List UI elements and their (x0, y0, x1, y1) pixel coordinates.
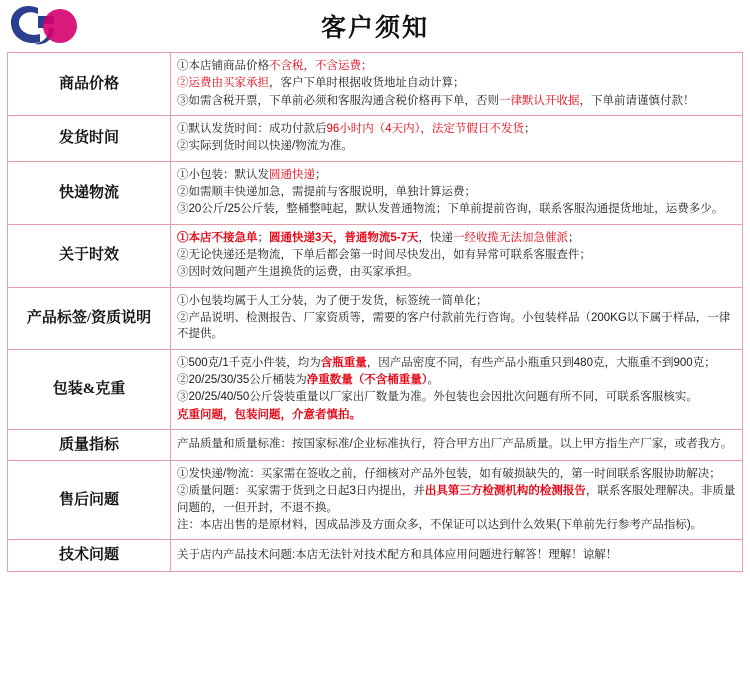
row-label: 快递物流 (8, 161, 171, 224)
table-row (8, 429, 743, 460)
content-segment: ，联系客服处理解决。非质量问题的，一但开封，不退不换。 (177, 485, 736, 514)
content-line (177, 247, 736, 263)
content-segment: 圆通快递3天，普通物流5-7天 (269, 231, 419, 244)
content-line (177, 372, 736, 388)
content-segment: 关于店内产品技术问题:本店无法针对技术配方和具体应用问题进行解答！理解！谅解！ (177, 548, 618, 561)
content-line (177, 407, 736, 423)
content-segment: 一经收揽无法加急催派 (453, 231, 569, 244)
content-segment: ②产品说明、检测报告、厂家资质等，需要的客户付款前先行咨询。小包装样品（200KG以下属于样品，一律不提供。 (177, 311, 731, 341)
content-segment: ，因产品密度不同，有些产品小瓶重只到480克，大瓶重不到900克； (366, 356, 716, 369)
content-segment: ③如需含税开票，下单前必须和客服沟通含税价格再下单，否则 (177, 94, 499, 107)
table-row (8, 224, 743, 287)
content-line (177, 230, 736, 246)
content-line (177, 310, 736, 343)
row-label: 产品标签/资质说明 (8, 287, 171, 349)
row-content (171, 115, 743, 161)
content-segment: ； (315, 168, 327, 181)
table-row (8, 115, 743, 161)
content-segment: ①小包装：默认发 (177, 168, 269, 181)
content-segment: ②运费由买家承担 (177, 77, 269, 90)
content-line (177, 75, 736, 91)
page-header (0, 0, 750, 52)
content-line (177, 93, 736, 109)
content-line (177, 264, 736, 280)
content-segment: 含瓶重量 (320, 356, 367, 369)
content-line (177, 517, 736, 533)
row-label: 关于时效 (8, 224, 171, 287)
content-line (177, 547, 736, 563)
table-row (8, 349, 743, 429)
content-segment: ②质量问题：买家需于货到之日起3日内提出，并 (177, 485, 425, 498)
row-label: 质量指标 (8, 429, 171, 460)
row-label: 售后问题 (8, 461, 171, 540)
content-segment: ①小包装均属于人工分装，为了便于发货，标签统一简单化； (177, 294, 488, 307)
content-segment: ③因时效问题产生退换货的运费，由买家承担。 (177, 266, 419, 279)
content-segment: ①默认发货时间：成功付款后 (177, 122, 327, 135)
content-segment: ，客户下单时根据收货地址自动计算； (269, 77, 465, 90)
content-segment: 产品质量和质量标准：按国家标准/企业标准执行，符合甲方出厂产品质量。以上甲方指生产厂家，或者我方。 (177, 438, 733, 451)
content-segment: ①本店铺商品价格 (177, 60, 269, 72)
content-segment: ，快递 (418, 231, 454, 244)
table-row (8, 461, 743, 540)
content-segment: 不含税，不含运费； (269, 60, 373, 72)
content-segment: 出具第三方检测机构的检测报告 (424, 485, 586, 498)
content-line (177, 201, 736, 217)
row-label: 技术问题 (8, 540, 171, 571)
content-line (177, 355, 736, 371)
content-line (177, 58, 736, 74)
content-line (177, 138, 736, 154)
content-segment: ； (523, 122, 536, 135)
content-segment: ； (257, 231, 269, 244)
row-label: 包装&克重 (8, 349, 171, 429)
table-row (8, 161, 743, 224)
content-segment: 一律默认开收据 (499, 94, 580, 107)
row-label: 发货时间 (8, 115, 171, 161)
table-row (8, 540, 743, 571)
content-segment: ①本店不接急单 (177, 231, 258, 244)
content-segment: 96小时内（4天内），法定节假日不发货 (326, 122, 524, 135)
row-content (171, 461, 743, 540)
content-segment: ，下单前请谨慎付款！ (579, 94, 695, 107)
content-line (177, 436, 736, 452)
content-line (177, 184, 736, 200)
content-line (177, 293, 736, 309)
row-content (171, 349, 743, 429)
content-segment: ③20/25/40/50公斤袋装重量以厂家出厂数量为准。外包装也会因批次问题有所不同，可联系客服核实。 (177, 391, 698, 404)
table-row (8, 53, 743, 116)
row-content (171, 53, 743, 116)
content-segment: ①发快递/物流：买家需在签收之前，仔细核对产品外包装，如有破损缺失的，第一时间联系客服协助解决； (177, 468, 721, 481)
content-line (177, 466, 736, 482)
page-title: 客户须知 (320, 15, 429, 42)
content-segment: 圆通快递 (269, 168, 315, 181)
content-segment: 克重问题，包装问题，介意者慎拍。 (177, 408, 361, 421)
content-segment: ； (568, 231, 580, 244)
content-line (177, 389, 736, 405)
content-line (177, 483, 736, 516)
row-content (171, 161, 743, 224)
brand-logo-icon (8, 2, 84, 48)
content-line (177, 121, 736, 137)
content-line (177, 167, 736, 183)
row-content (171, 224, 743, 287)
row-content (171, 429, 743, 460)
content-segment: 净重数量（不含桶重量） (306, 373, 428, 386)
content-segment: 注：本店出售的是原材料，因成品涉及方面众多，不保证可以达到什么效果(下单前先行参考产品指标)。 (177, 519, 703, 532)
content-segment: ①500克/1千克小件装，均为 (177, 356, 321, 369)
row-content (171, 540, 743, 571)
content-segment: 。 (427, 373, 440, 386)
content-segment: ③20公斤/25公斤装，整桶整吨起，默认发普通物流；下单前提前咨询，联系客服沟通提货地址，运费多少。 (177, 203, 724, 216)
content-segment: ②无论快递还是物流，下单后都会第一时间尽快发出，如有异常可联系客服查件； (177, 248, 591, 261)
table-row (8, 287, 743, 349)
row-label: 商品价格 (8, 53, 171, 116)
content-segment: ②实际到货时间以快递/物流为准。 (177, 140, 353, 153)
content-segment: ②如需顺丰快递加急，需提前与客服说明，单独计算运费； (177, 185, 476, 198)
row-content (171, 287, 743, 349)
content-segment: ②20/25/30/35公斤桶装为 (177, 373, 307, 386)
notice-table (7, 52, 743, 572)
